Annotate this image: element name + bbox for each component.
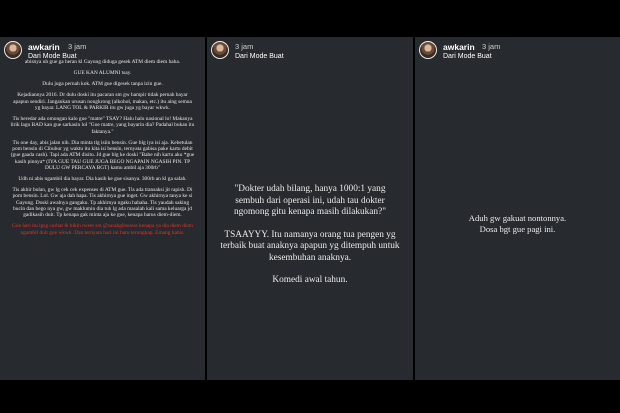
post-time: 3 jam bbox=[68, 42, 87, 51]
story-subtitle: Dari Mode Buat bbox=[443, 53, 492, 60]
story-paragraph: GUE KAN ALUMNI tsay. bbox=[73, 70, 132, 77]
story-paragraph: Dulu juga pernah kok. ATM gue digesek tanpa izin gue. bbox=[42, 81, 163, 88]
story-paragraph: Kejadiannya 2016. Dr dulu doski itu pacaran sm gw hampir tidak pernah bayar apapun sendiri. Jangankan urusan nongkrong (alkohol, makan, etc.) itu aing semua yg bayar. LANG TOL & PARKIR itu gw juga yg bayar wkwk. bbox=[13, 92, 192, 111]
story-paragraph: Udh ni abis ngambil dia bayar. Dia kasih ke gue sisanya. 300rb an kl ga salah. bbox=[18, 175, 187, 182]
story-paragraph: Tis one day, abis jalan nih. Dia minta tlg isiin bensin. Gue blg iya isi aja. Kebetulan pom bensin di Cibubur yg waktu itu kita isi bensin, ternyata gabisa pake kartu debit (gue gaada cash). Tapi ada ATM disitu. Jd gue blg ke doski "Babe nih kartu aku *gue kasih pinnya* (IYA GUE TAU GUE JUGA BEGO NGAPAIN NGASIH PIN. TP DULU GW PERCAYA BGT) kamu ambil aja 300rb" bbox=[10, 139, 195, 171]
post-time: 3 jam bbox=[482, 42, 501, 51]
story-paragraph: Komedi awal tahun. bbox=[272, 275, 348, 285]
story-subtitle: Dari Mode Buat bbox=[28, 53, 77, 60]
username[interactable]: awkarin bbox=[28, 42, 60, 52]
story-paragraph: TSAAYYY. Itu namanya orang tua pengen yg terbaik buat anaknya apapun yg ditempuh untuk kesembuhan anaknya. bbox=[220, 229, 400, 263]
story-text bbox=[10, 59, 195, 241]
story-line: Aduh gw gakuat nontonnya. bbox=[468, 213, 567, 223]
story-subtitle: Dari Mode Buat bbox=[235, 53, 284, 60]
story-header bbox=[211, 41, 409, 65]
story-header bbox=[4, 41, 201, 65]
story-line: Dosa bgt gue pagi ini. bbox=[479, 224, 556, 234]
story-header bbox=[419, 41, 616, 65]
avatar[interactable] bbox=[211, 41, 229, 59]
story-panel-3[interactable] bbox=[415, 37, 620, 380]
story-panel-2[interactable] bbox=[207, 37, 413, 380]
avatar[interactable] bbox=[4, 41, 22, 59]
avatar[interactable] bbox=[419, 41, 437, 59]
post-time: 3 jam bbox=[235, 42, 254, 51]
story-text bbox=[219, 184, 401, 298]
story-panel-1[interactable] bbox=[0, 37, 205, 380]
story-paragraph-highlight: Gue hari itu lgsg curhat & bikin tweet sm @sarahgibsonss kenapa ya dia diem diem ngambil duit gue wkwk. Dan ternyata hari ini baru terungkap. Emang habis. bbox=[11, 223, 194, 236]
story-paragraph: Tis akhir bulan, gw lg cek cek expenses di ATM gue. Tis ada transaksi jit rapish. Di pom bensin. Lol. Gw aja dah hapa. Tis akhirnya gue inget. Gw akhirnya tanya ke si Gayung. Doski awalnya gangaku. Tp akhirnya ngaku hahaha. Tis yaudah saking bucin dan bego nya gw, gw maklumin dia tuh lg ada masalah kali sama keluarga jd gadikasih duit. Tp kenapa gak minta aja ke gue, kenapa harus diem-diem. bbox=[12, 187, 193, 219]
username[interactable]: awkarin bbox=[443, 42, 475, 52]
story-paragraph: "Dokter udah bilang, hanya 1000:1 yang sembuh dari operasi ini, udah tau dokter ngomong gitu kenapa masih dilakukan?" bbox=[234, 184, 386, 217]
story-paragraph: Tis heredar ada omongan kalo gue "matre" TSAY? Halu halu nasional lo! Makanya lirik lagu BAD kan gue sarkasin lol "Gue matre, yang bayarin dia? Padahal bukan itu faktanya." bbox=[10, 115, 195, 135]
story-text bbox=[425, 213, 610, 235]
story-paragraph: abisnya uh gue ga heran kl Gayung diduga gesek ATM diem diem haha. bbox=[24, 59, 181, 65]
